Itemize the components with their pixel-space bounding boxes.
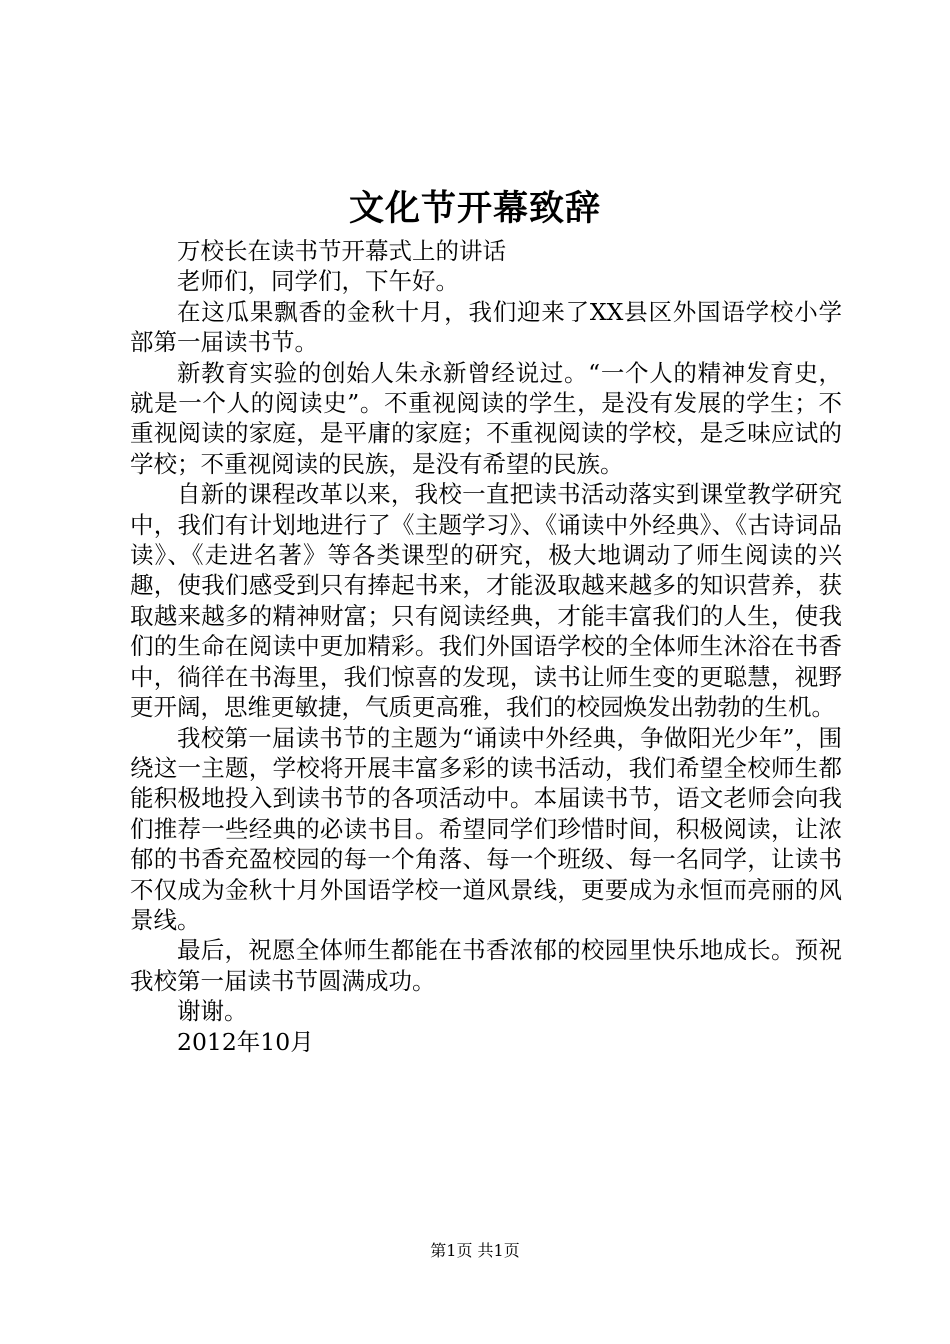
paragraph-theme: 我校第一届读书节的主题为“诵读中外经典，争做阳光少年”，围绕这一主题，学校将开展丰富多彩的读书活动，我们希望全校师生都能积极地投入到读书节的各项活动中。本届读书节，语文老师会向我们推荐一些经典的必读书目。希望同学们珍惜时间，积极阅读，让浓郁的书香充盈校园的每一个角落、每一个班级、每一名同学，让读书不仅成为金秋十月外国语学校一道风景线，更要成为永恒而亮丽的风景线。 — [130, 723, 842, 934]
paragraph-reform: 自新的课程改革以来，我校一直把读书活动落实到课堂教学研究中，我们有计划地进行了《主题学习》、《诵读中外经典》、《古诗词品读》、《走进名著》等各类课型的研究，极大地调动了师生阅读的兴趣，使我们感受到只有捧起书来，才能汲取越来越多的知识营养，获取越来越多的精神财富；只有阅读经典，才能丰富我们的人生，使我们的生命在阅读中更加精彩。我们外国语学校的全体师生沐浴在书香中，徜徉在书海里，我们惊喜的发现，读书让师生变的更聪慧，视野更开阔，思维更敏捷，气质更高雅，我们的校园焕发出勃勃的生机。 — [130, 480, 842, 722]
speech-heading: 万校长在读书节开幕式上的讲话 — [177, 237, 506, 265]
greeting: 老师们，同学们，下午好。 — [177, 267, 459, 296]
document-body — [130, 236, 842, 1057]
paragraph-quote: 新教育实验的创始人朱永新曾经说过。“一个人的精神发育史，就是一个人的阅读史”。不重视阅读的学生，是没有发展的学生；不重视阅读的家庭，是平庸的家庭；不重视阅读的学校，是乏味应试的学校；不重视阅读的民族，是没有希望的民族。 — [130, 358, 842, 478]
paragraph-intro: 在这瓜果飘香的金秋十月，我们迎来了XX县区外国语学校小学部第一届读书节。 — [130, 297, 842, 357]
document-title: 文化节开幕致辞 — [348, 188, 601, 229]
thanks: 谢谢。 — [177, 997, 248, 1026]
date: 2012年10月 — [177, 1027, 314, 1056]
paragraph-closing: 最后，祝愿全体师生都能在书香浓郁的校园里快乐地成长。预祝我校第一届读书节圆满成功。 — [130, 936, 842, 995]
page-footer: 第1页 共1页 — [430, 1241, 520, 1260]
